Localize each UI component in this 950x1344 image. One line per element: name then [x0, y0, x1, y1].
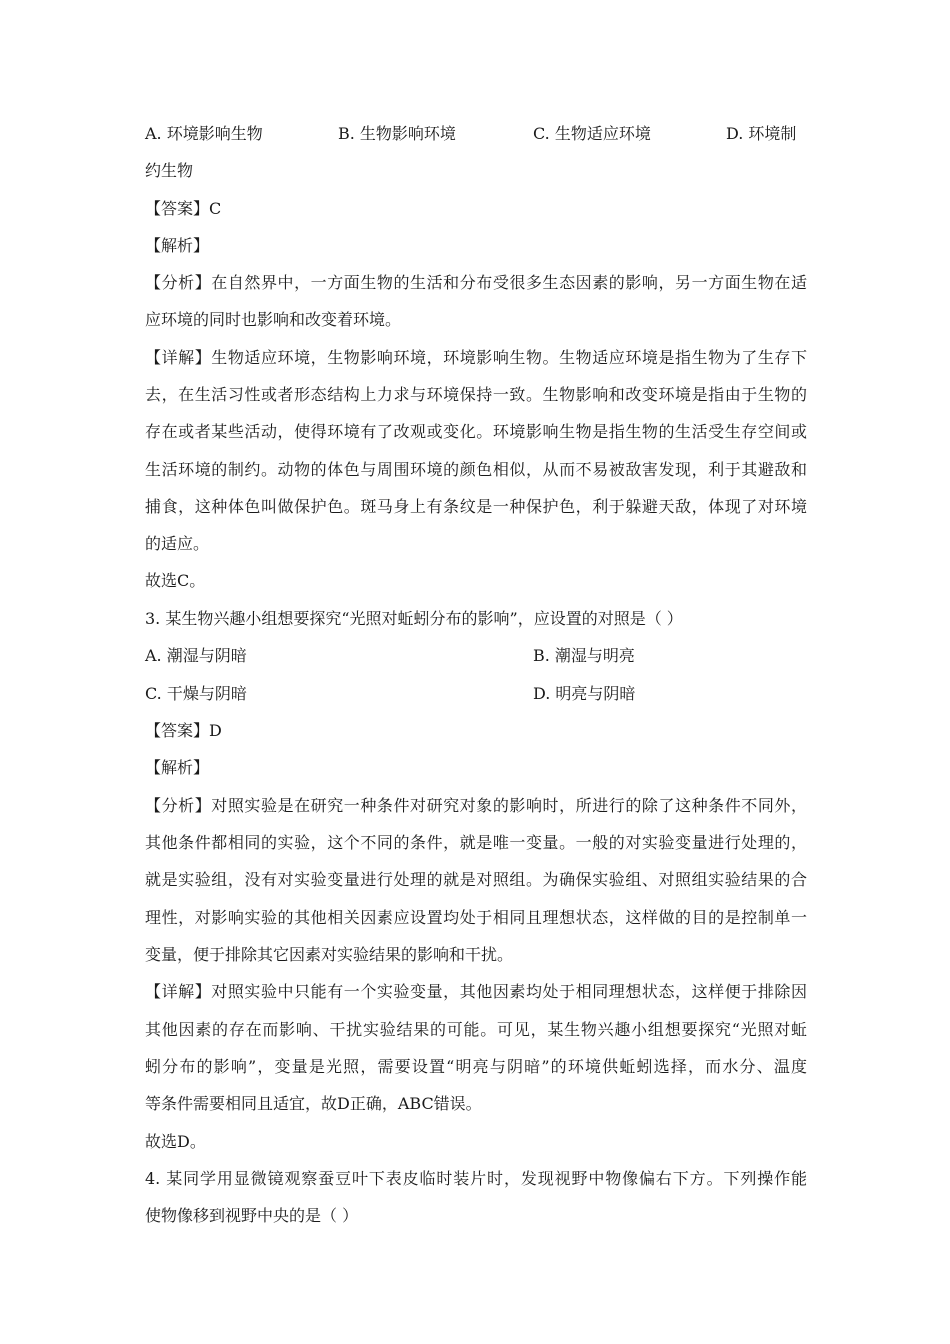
q2-detail-line: 【详解】生物适应环境，生物影响环境，环境影响生物。生物适应环境是指生物为了生存下: [145, 348, 807, 367]
q2-conclusion: 故选C。: [145, 571, 206, 590]
q2-option-c: C. 生物适应环境: [533, 124, 651, 143]
q2-option-b: B. 生物影响环境: [338, 124, 456, 143]
q2-analysis-heading: 【解析】: [145, 236, 210, 255]
q2-analysis-line: 【分析】在自然界中，一方面生物的生活和分布受很多生态因素的影响，另一方面生物在适: [145, 273, 807, 292]
q3-conclusion: 故选D。: [145, 1132, 206, 1151]
q3-analysis-line: 变量，便于排除其它因素对实验结果的影响和干扰。: [145, 945, 514, 964]
q3-option-d: D. 明亮与阴暗: [533, 684, 636, 703]
q3-analysis-line: 就是实验组，没有对实验变量进行处理的就是对照组。为确保实验组、对照组实验结果的合: [145, 870, 807, 889]
q3-question: 3. 某生物兴趣小组想要探究“光照对蚯蚓分布的影响”，应设置的对照是（ ）: [145, 609, 683, 628]
q3-answer: 【答案】D: [145, 721, 222, 740]
q2-option-d-continued: 约生物: [145, 161, 194, 180]
q2-detail-line: 存在或者某些活动，使得环境有了改观或变化。环境影响生物是指生物的生活受生存空间或: [145, 422, 807, 441]
q2-analysis-line: 应环境的同时也影响和改变着环境。: [145, 310, 402, 329]
q4-question-line: 使物像移到视野中央的是（ ）: [145, 1206, 359, 1225]
q3-detail-line: 【详解】对照实验中只能有一个实验变量，其他因素均处于相同理想状态，这样便于排除因: [145, 982, 807, 1001]
q3-analysis-line: 理性，对影响实验的其他相关因素应设置均处于相同且理想状态，这样做的目的是控制单一: [145, 908, 807, 927]
q2-option-a: A. 环境影响生物: [145, 124, 263, 143]
q3-detail-line: 等条件需要相同且适宜，故D正确，ABC错误。: [145, 1094, 482, 1113]
q3-detail-line: 蚓分布的影响”，变量是光照，需要设置“明亮与阴暗”的环境供蚯蚓选择，而水分、温度: [145, 1057, 807, 1076]
q3-analysis-line: 其他条件都相同的实验，这个不同的条件，就是唯一变量。一般的对实验变量进行处理的，: [145, 833, 807, 852]
q2-option-d: D. 环境制: [726, 124, 797, 143]
q2-answer: 【答案】C: [145, 199, 222, 218]
q2-detail-line: 去，在生活习性或者形态结构上力求与环境保持一致。生物影响和改变环境是指由于生物的: [145, 385, 807, 404]
q3-option-a: A. 潮湿与阴暗: [145, 646, 247, 665]
q2-detail-line: 生活环境的制约。动物的体色与周围环境的颜色相似，从而不易被敌害发现，利于其避敌和: [145, 460, 807, 479]
q2-detail-line: 捕食，这种体色叫做保护色。斑马身上有条纹是一种保护色，利于躲避天敌，体现了对环境: [145, 497, 807, 516]
q3-option-c: C. 干燥与阴暗: [145, 684, 247, 703]
q3-option-b: B. 潮湿与明亮: [533, 646, 635, 665]
q3-detail-line: 其他因素的存在而影响、干扰实验结果的可能。可见，某生物兴趣小组想要探究“光照对蚯: [145, 1020, 807, 1039]
q4-question-line: 4. 某同学用显微镜观察蚕豆叶下表皮临时装片时，发现视野中物像偏右下方。下列操作能: [145, 1169, 807, 1188]
q2-detail-line: 的适应。: [145, 534, 210, 553]
q3-analysis-heading: 【解析】: [145, 758, 210, 777]
q3-analysis-line: 【分析】对照实验是在研究一种条件对研究对象的影响时，所进行的除了这种条件不同外，: [145, 796, 807, 815]
